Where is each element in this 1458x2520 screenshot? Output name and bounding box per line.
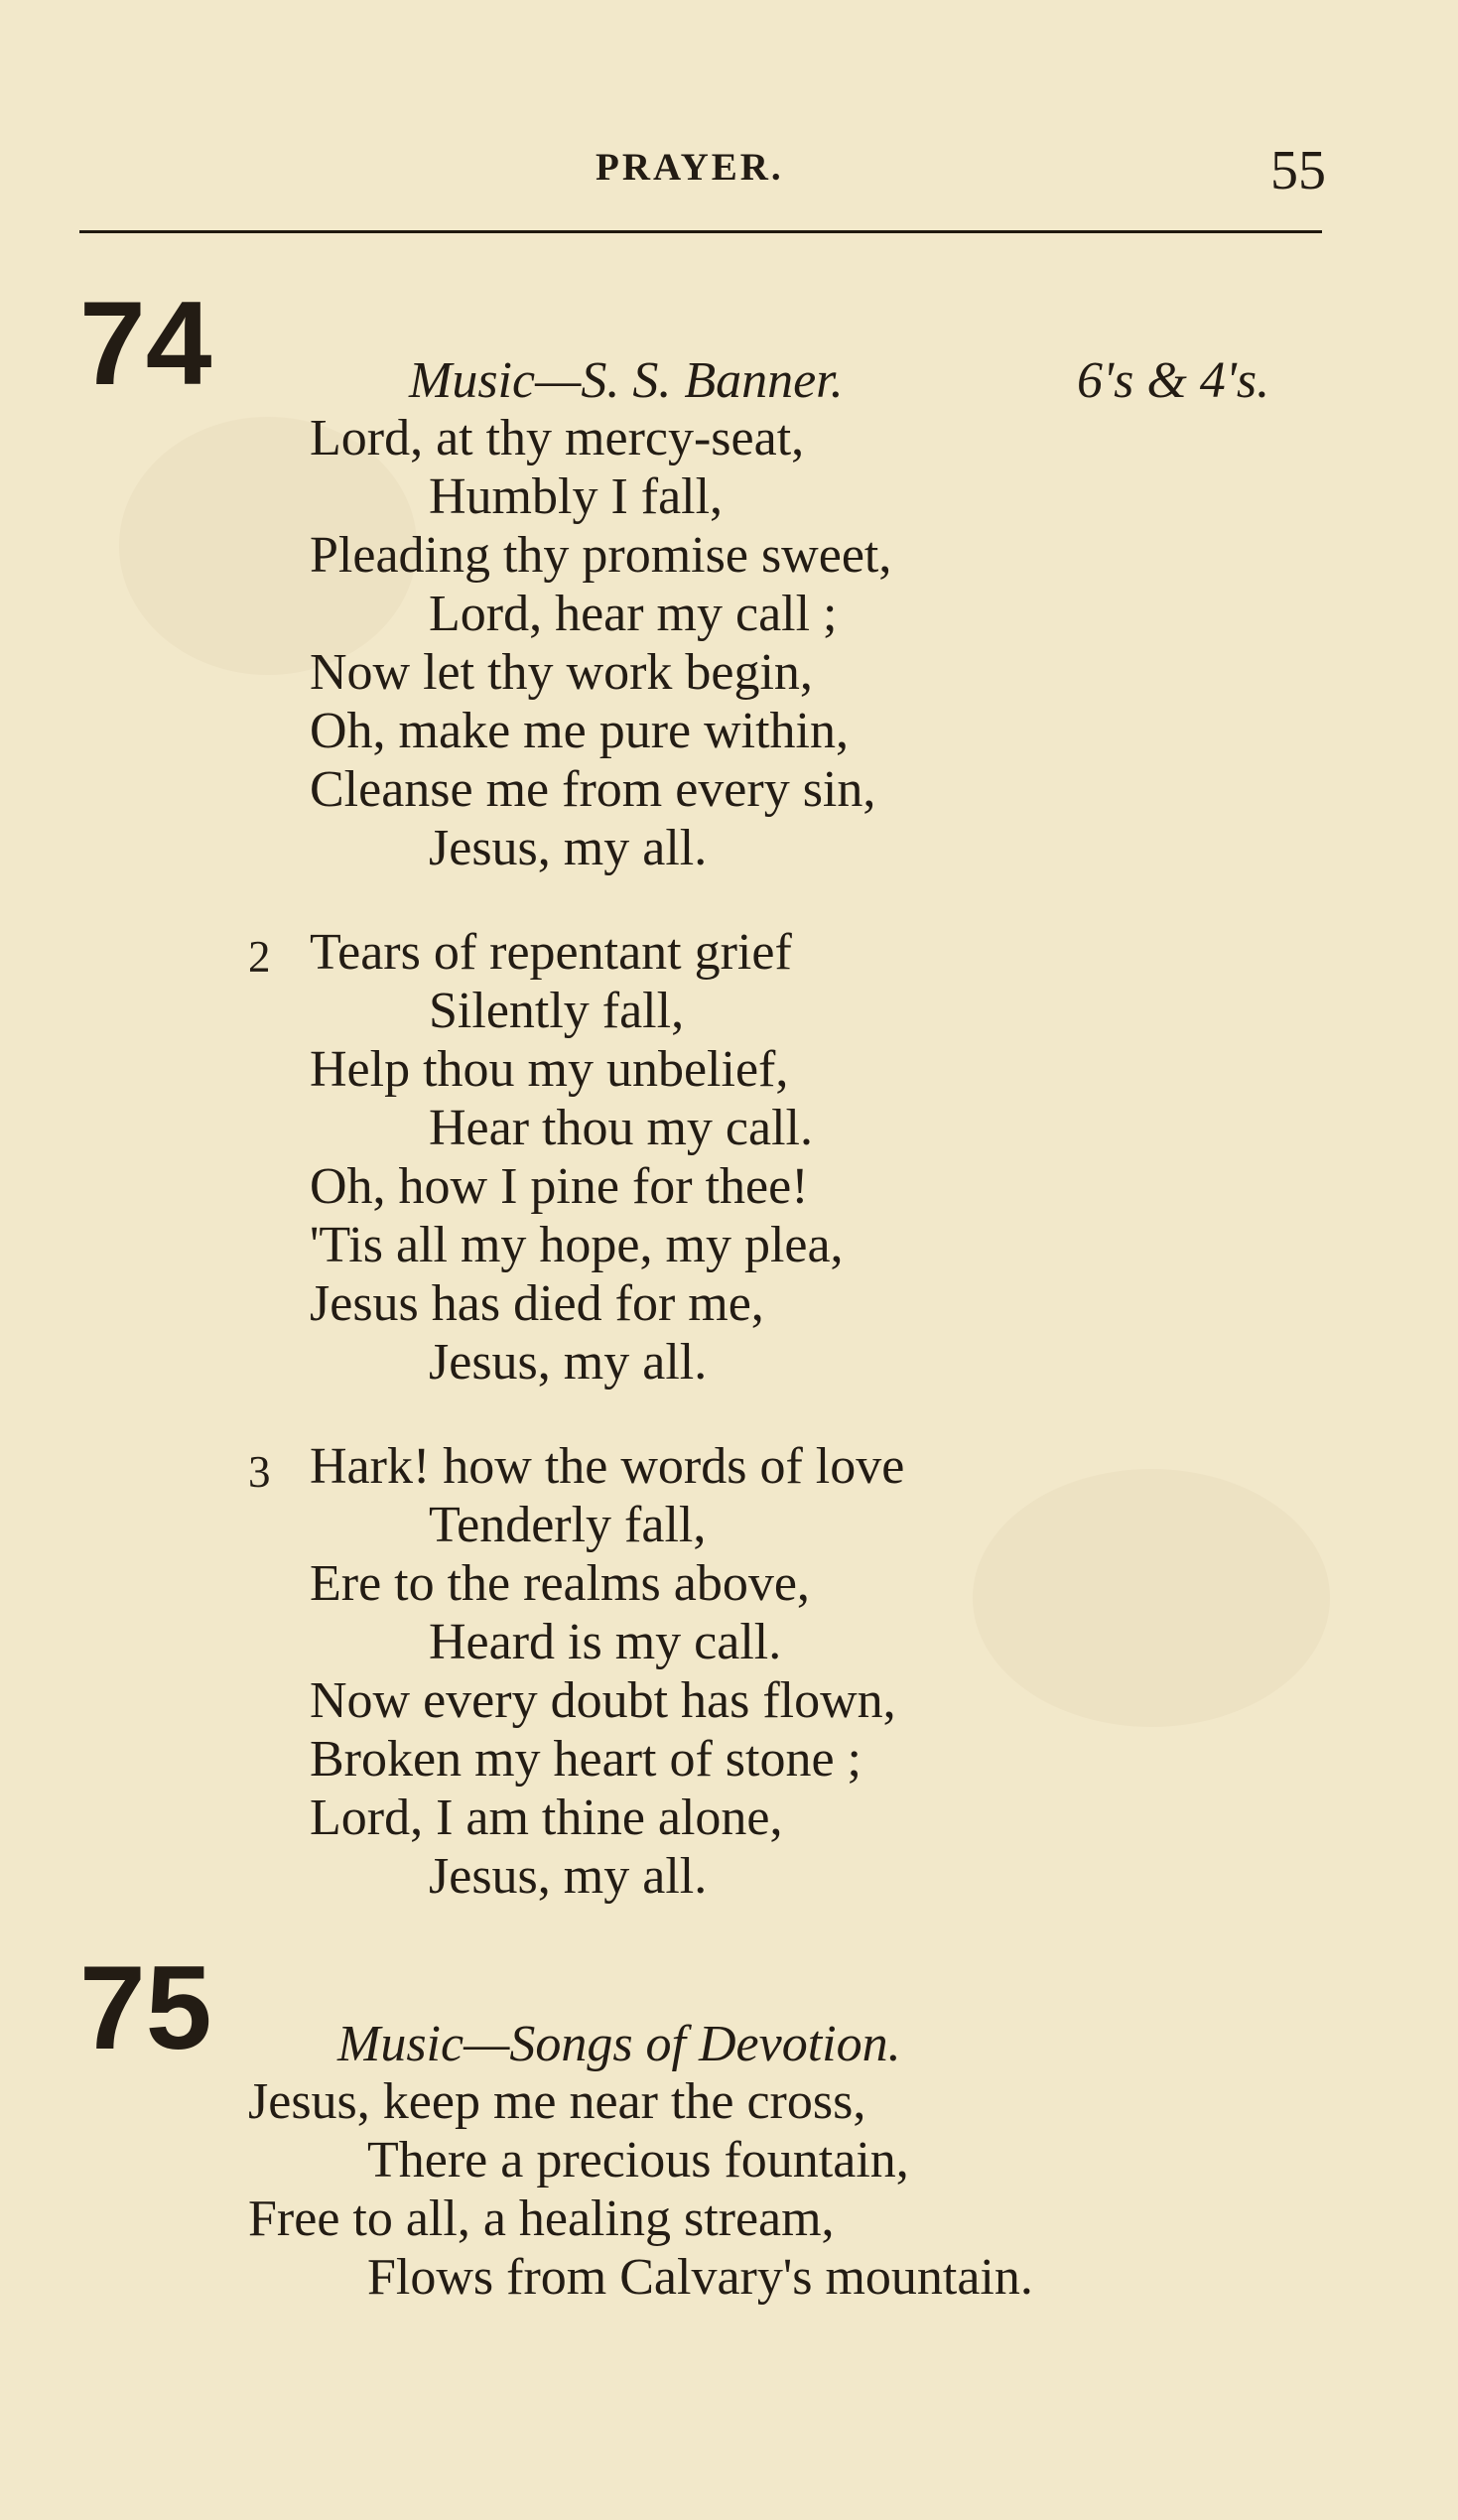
verse-line: Now let thy work begin,	[310, 644, 813, 701]
verse-line: Heard is my call.	[429, 1614, 782, 1670]
running-head	[0, 0, 1458, 199]
verse-line: Cleanse me from every sin,	[310, 761, 876, 818]
verse-line: Help thou my unbelief,	[310, 1041, 789, 1098]
stanza-2	[310, 923, 1223, 1392]
verse-line: Humbly I fall,	[429, 468, 724, 525]
verse-line: Silently fall,	[429, 983, 685, 1039]
stanza-3	[310, 1437, 1223, 1906]
verse-line: Broken my heart of stone ;	[310, 1731, 862, 1788]
verse-line: Lord, at thy mercy-seat,	[310, 410, 805, 466]
verse-line: Jesus, my all.	[429, 820, 708, 876]
verse-line: Hear thou my call.	[429, 1100, 813, 1156]
verse-line: Tears of repentant grief	[310, 924, 792, 981]
hymn-number: 75	[79, 1941, 212, 2074]
verse-line: Pleading thy promise sweet,	[310, 527, 892, 584]
verse-line: Now every doubt has flown,	[310, 1672, 896, 1729]
verse-line: Oh, make me pure within,	[310, 703, 849, 759]
verse-line: Ere to the realms above,	[310, 1555, 810, 1612]
verse-line: Free to all, a healing stream,	[248, 2190, 835, 2247]
verse-number: 2	[248, 932, 271, 982]
verse-line: Oh, how I pine for thee!	[310, 1158, 809, 1215]
verse-number: 3	[248, 1447, 271, 1497]
music-credit: Music—S. S. Banner.	[409, 352, 844, 409]
verse-line: Jesus, my all.	[429, 1334, 708, 1391]
hymn-number: 74	[79, 277, 212, 410]
verse-line: Flows from Calvary's mountain.	[367, 2249, 1033, 2306]
verse-line: Jesus has died for me,	[310, 1275, 764, 1332]
music-credit: Music—Songs of Devotion.	[337, 2016, 901, 2072]
verse-line: Jesus, keep me near the cross,	[248, 2073, 866, 2130]
stanza-1	[310, 409, 1223, 877]
stanza-1	[248, 2072, 1161, 2307]
verse-line: 'Tis all my hope, my plea,	[310, 1217, 844, 1273]
header-rule	[79, 230, 1322, 233]
verse-line: Hark! how the words of love	[310, 1438, 905, 1495]
verse-line: Jesus, my all.	[429, 1848, 708, 1905]
verse-line: Lord, hear my call ;	[429, 586, 838, 642]
verse-line: There a precious fountain,	[367, 2132, 909, 2188]
running-title: PRAYER.	[596, 146, 784, 189]
verse-line: Tenderly fall,	[429, 1497, 707, 1553]
verse-line: Lord, I am thine alone,	[310, 1790, 783, 1846]
meter: 6's & 4's.	[1077, 352, 1270, 409]
page-number: 55	[1270, 140, 1326, 201]
